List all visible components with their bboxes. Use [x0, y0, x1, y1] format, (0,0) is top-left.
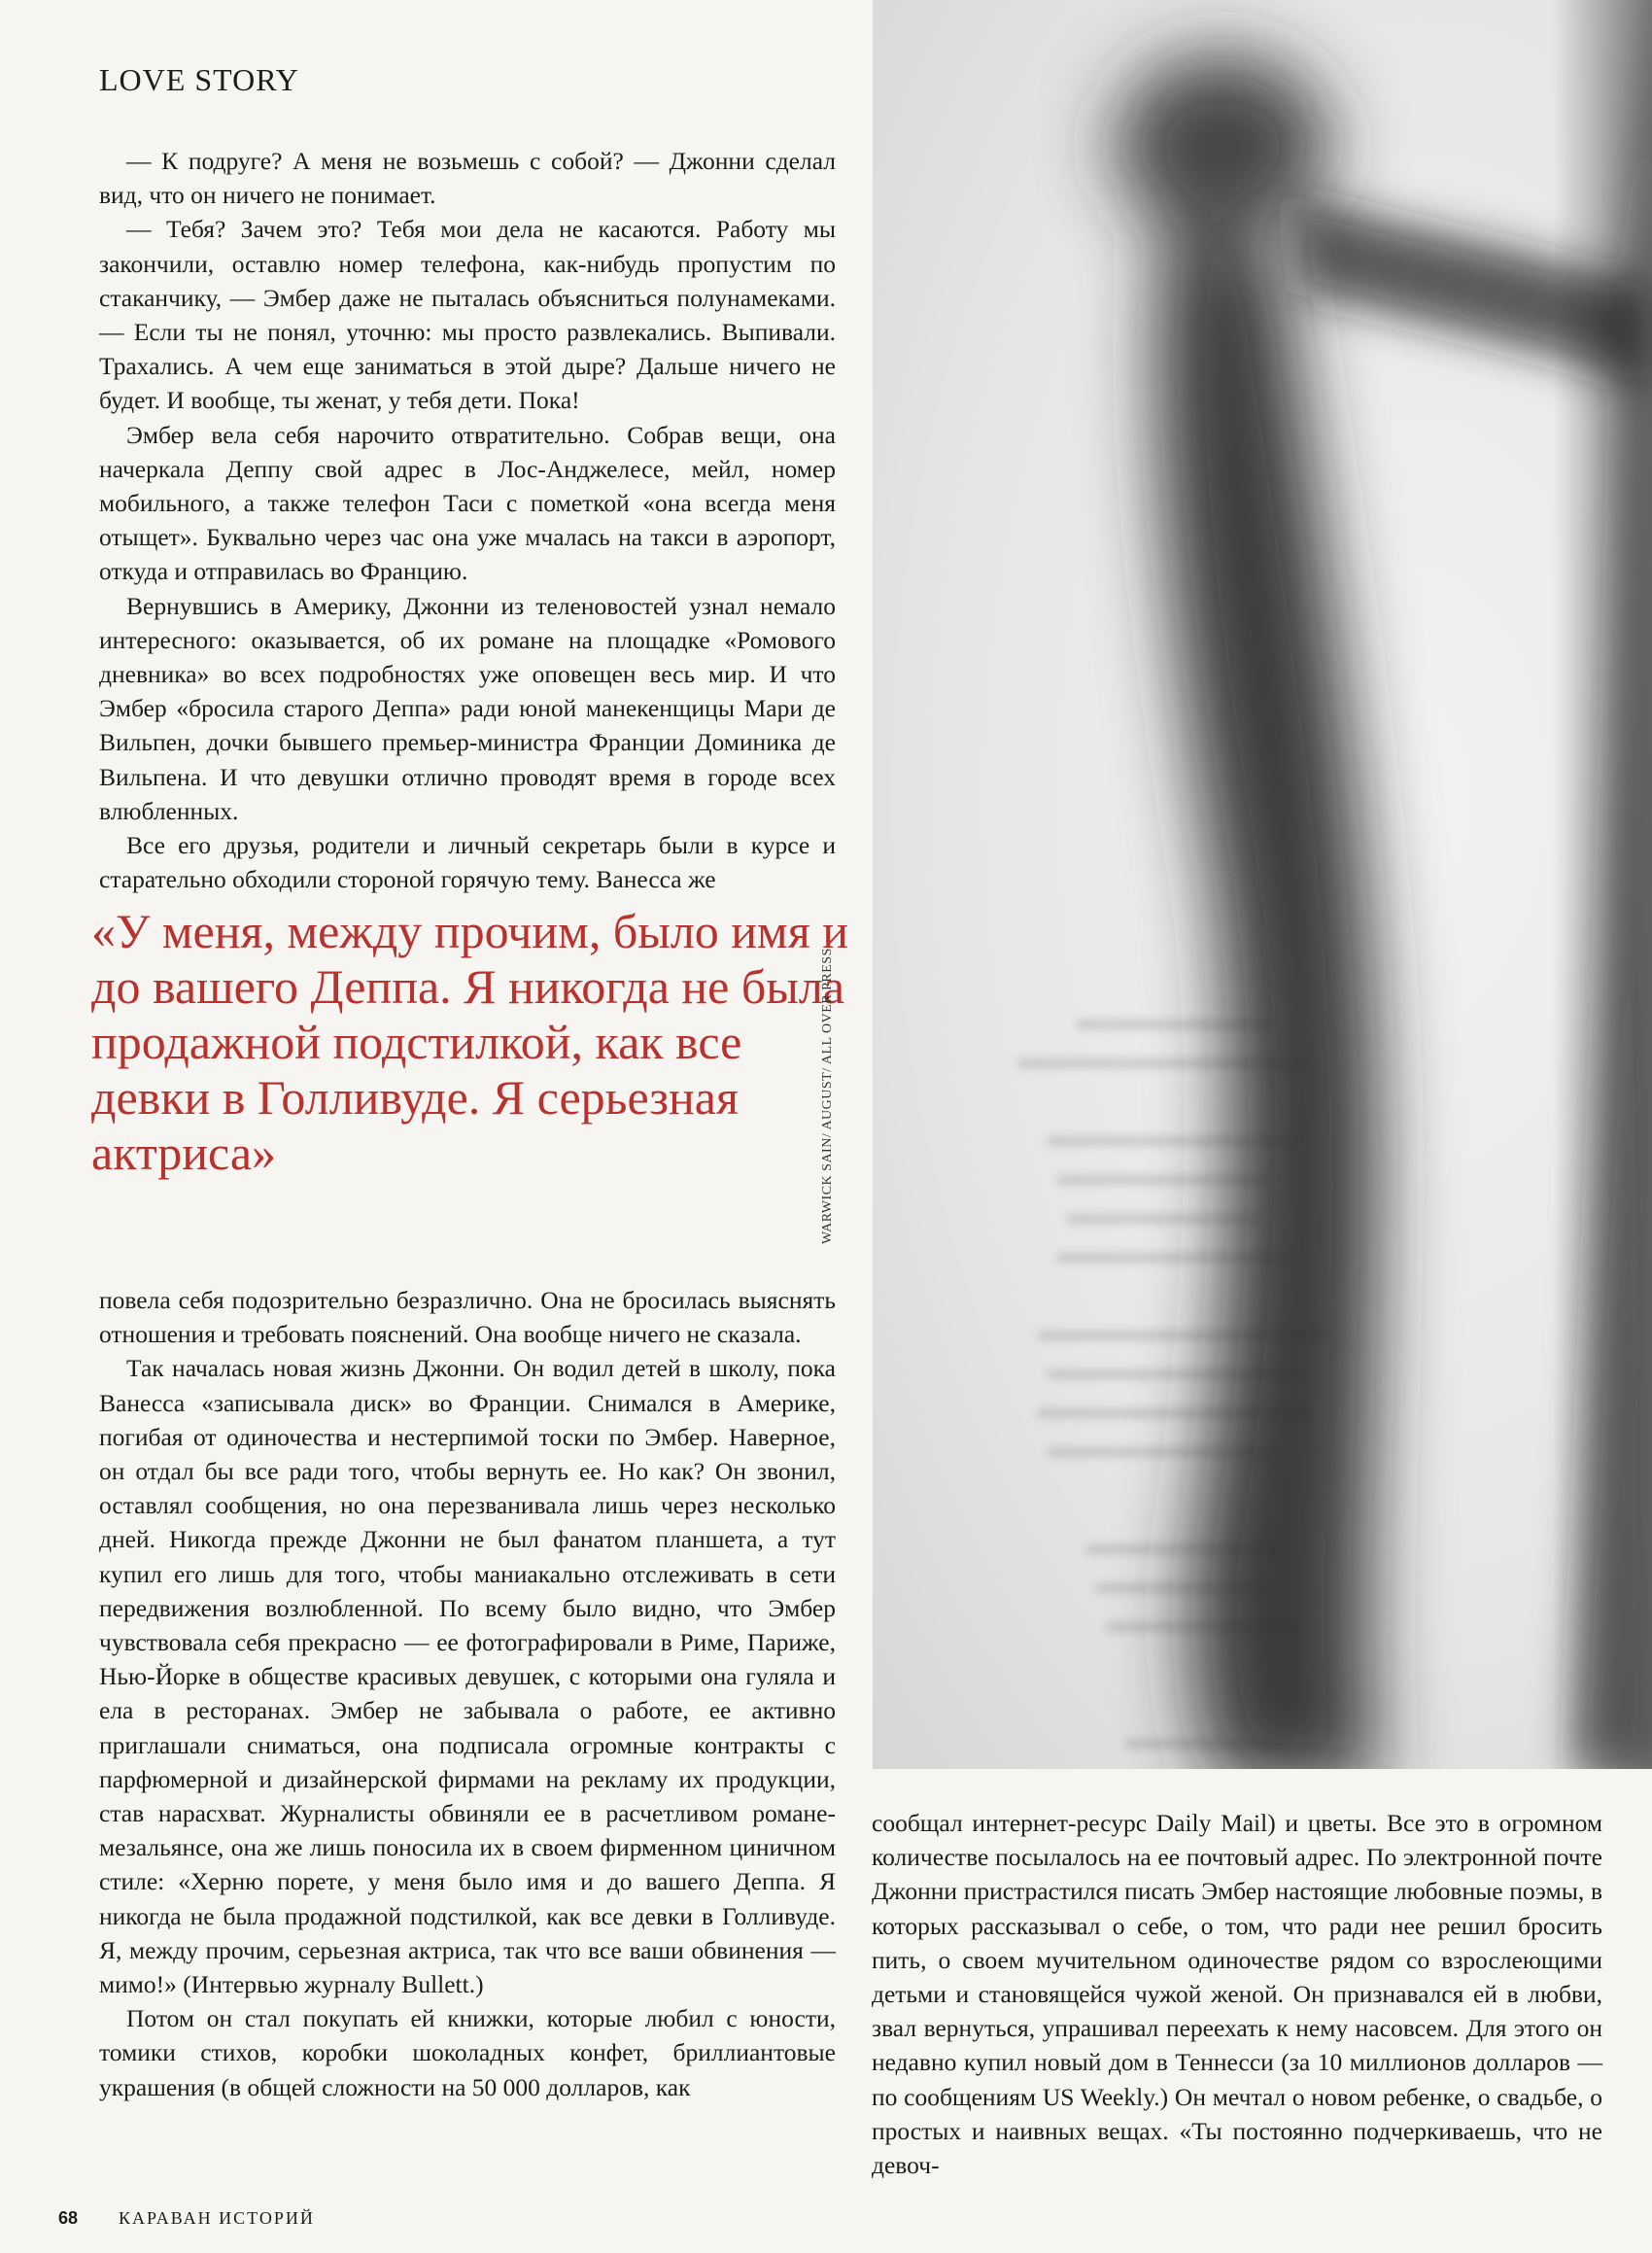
article-column-bottom	[99, 1283, 836, 2104]
photo-blurred-silhouette	[873, 0, 1652, 1769]
paragraph: — К подруге? А меня не возьмешь с собой? — Джонни сделал вид, что он ничего не понимает.	[99, 147, 836, 210]
paragraph: Так началась новая жизнь Джонни. Он водил детей в школу, пока Ванесса «записывала диск» во Франции. Снимался в Америке, погибая от одиночества и нестерпимой тоски по Эмбер. Наверное, он отдал бы все ради того, чтобы вернуть ее. Но как? Он звонил, оставлял сообщения, но она перезванивала лишь через несколько дней. Никогда прежде Джонни не был фанатом планшета, а тут купил его лишь для того, чтобы маниакально отслеживать в сети передвижения возлюбленной. По всему было видно, что Эмбер чувствовала себя прекрасно — ее фотографировали в Риме, Париже, Нью-Йорке в обществе красивых девушек, с которыми она гуляла и ела в ресторанах. Эмбер не забывала о работе, ее активно приглашали сниматься, она подписала огромные контракты с парфюмерной и дизайнерской фирмами на рекламу их продукции, став нарасхват. Журналисты обвиняли ее в расчетливом романе-мезальянсе, она же лишь поносила их в своем фирменном циничном стиле: «Херню порете, у меня было имя и до вашего Деппа. Я никогда не была продажной подстилкой, как все девки в Голливуде. Я, между прочим, серьезная актриса, так что все ваши обвинения — мимо!» (Интервью журналу Bullett.)	[99, 1354, 836, 1999]
paragraph: Все его друзья, родители и личный секретарь были в курсе и старательно обходили стороной горячую тему. Ванесса же	[99, 831, 836, 894]
paragraph: Эмбер вела себя нарочито отвратительно. Собрав вещи, она начеркала Деппу свой адрес в Лос-Анджелесе, мейл, номер мобильного, а также телефон Таси с пометкой «она всегда меня отыщет». Буквально через час она уже мчалась на такси в аэропорт, откуда и отправилась во Францию.	[99, 420, 836, 586]
photo-credit: WARWICK SAIN/ AUGUST/ ALL OVER PRESS	[820, 948, 835, 1244]
paragraph-continuation: сообщал интернет-ресурс Daily Mail) и цветы. Все это в огромном количестве посылалось на ее почтовый адрес. По электронной почте Джонни пристрастился писать Эмбер настоящие любовные поэмы, в которых рассказывал о себе, о том, что ради нее решил бросить пить, о своем мучительном одиночестве рядом со взрослеющими детьми и становящейся чужой женой. Он признавался ей в любви, звал вернуться, упрашивал переехать к нему насовсем. Для этого он недавно купил новый дом в Теннесси (за 10 миллионов долларов — по сообщениям US Weekly.) Он мечтал о новом ребенке, о свадьбе, о простых и наивных вещах. «Ты постоянно подчеркиваешь, что не девоч-	[872, 1809, 1602, 2180]
page-footer	[0, 2204, 1652, 2243]
article-column-top	[99, 144, 836, 896]
page-number: 68	[58, 2208, 79, 2228]
silhouette-graphic	[873, 0, 1652, 1769]
article-column-right	[872, 1806, 1602, 2182]
section-label: LOVE STORY	[99, 62, 299, 97]
paragraph-continuation: повела себя подозрительно безразлично. Она не бросилась выяснять отношения и требовать пояснений. Она вообще ничего не сказала.	[99, 1286, 836, 1349]
pull-quote: «У меня, между прочим, было имя и до вашего Деппа. Я никогда не была продажной подстилкой, как все девки в Голливуде. Я серьезная актриса»	[91, 904, 848, 1180]
paragraph: Потом он стал покупать ей книжки, которые любил с юности, томики стихов, коробки шоколадных конфет, бриллиантовые украшения (в общей сложности на 50 000 долларов, как	[99, 2004, 836, 2101]
paragraph: Вернувшись в Америку, Джонни из теленовостей узнал немало интересного: оказывается, об их романе на площадке «Ромового дневника» во всех подробностях уже оповещен весь мир. И что Эмбер «бросила старого Деппа» ради юной манекенщицы Мари де Вильпен, дочки бывшего премьер-министра Франции Доминика де Вильпена. И что девушки отлично проводят время в городе всех влюбленных.	[99, 591, 836, 825]
magazine-name: КАРАВАН ИСТОРИЙ	[119, 2208, 315, 2228]
paragraph: — Тебя? Зачем это? Тебя мои дела не касаются. Работу мы закончили, оставлю номер телефона, как-нибудь пропустим по стаканчику, — Эмбер даже не пыталась объясниться полунамеками. — Если ты не понял, уточню: мы просто развлекались. Выпивали. Трахались. А чем еще заниматься в этой дыре? Дальше ничего не будет. И вообще, ты женат, у тебя дети. Пока!	[99, 215, 836, 415]
